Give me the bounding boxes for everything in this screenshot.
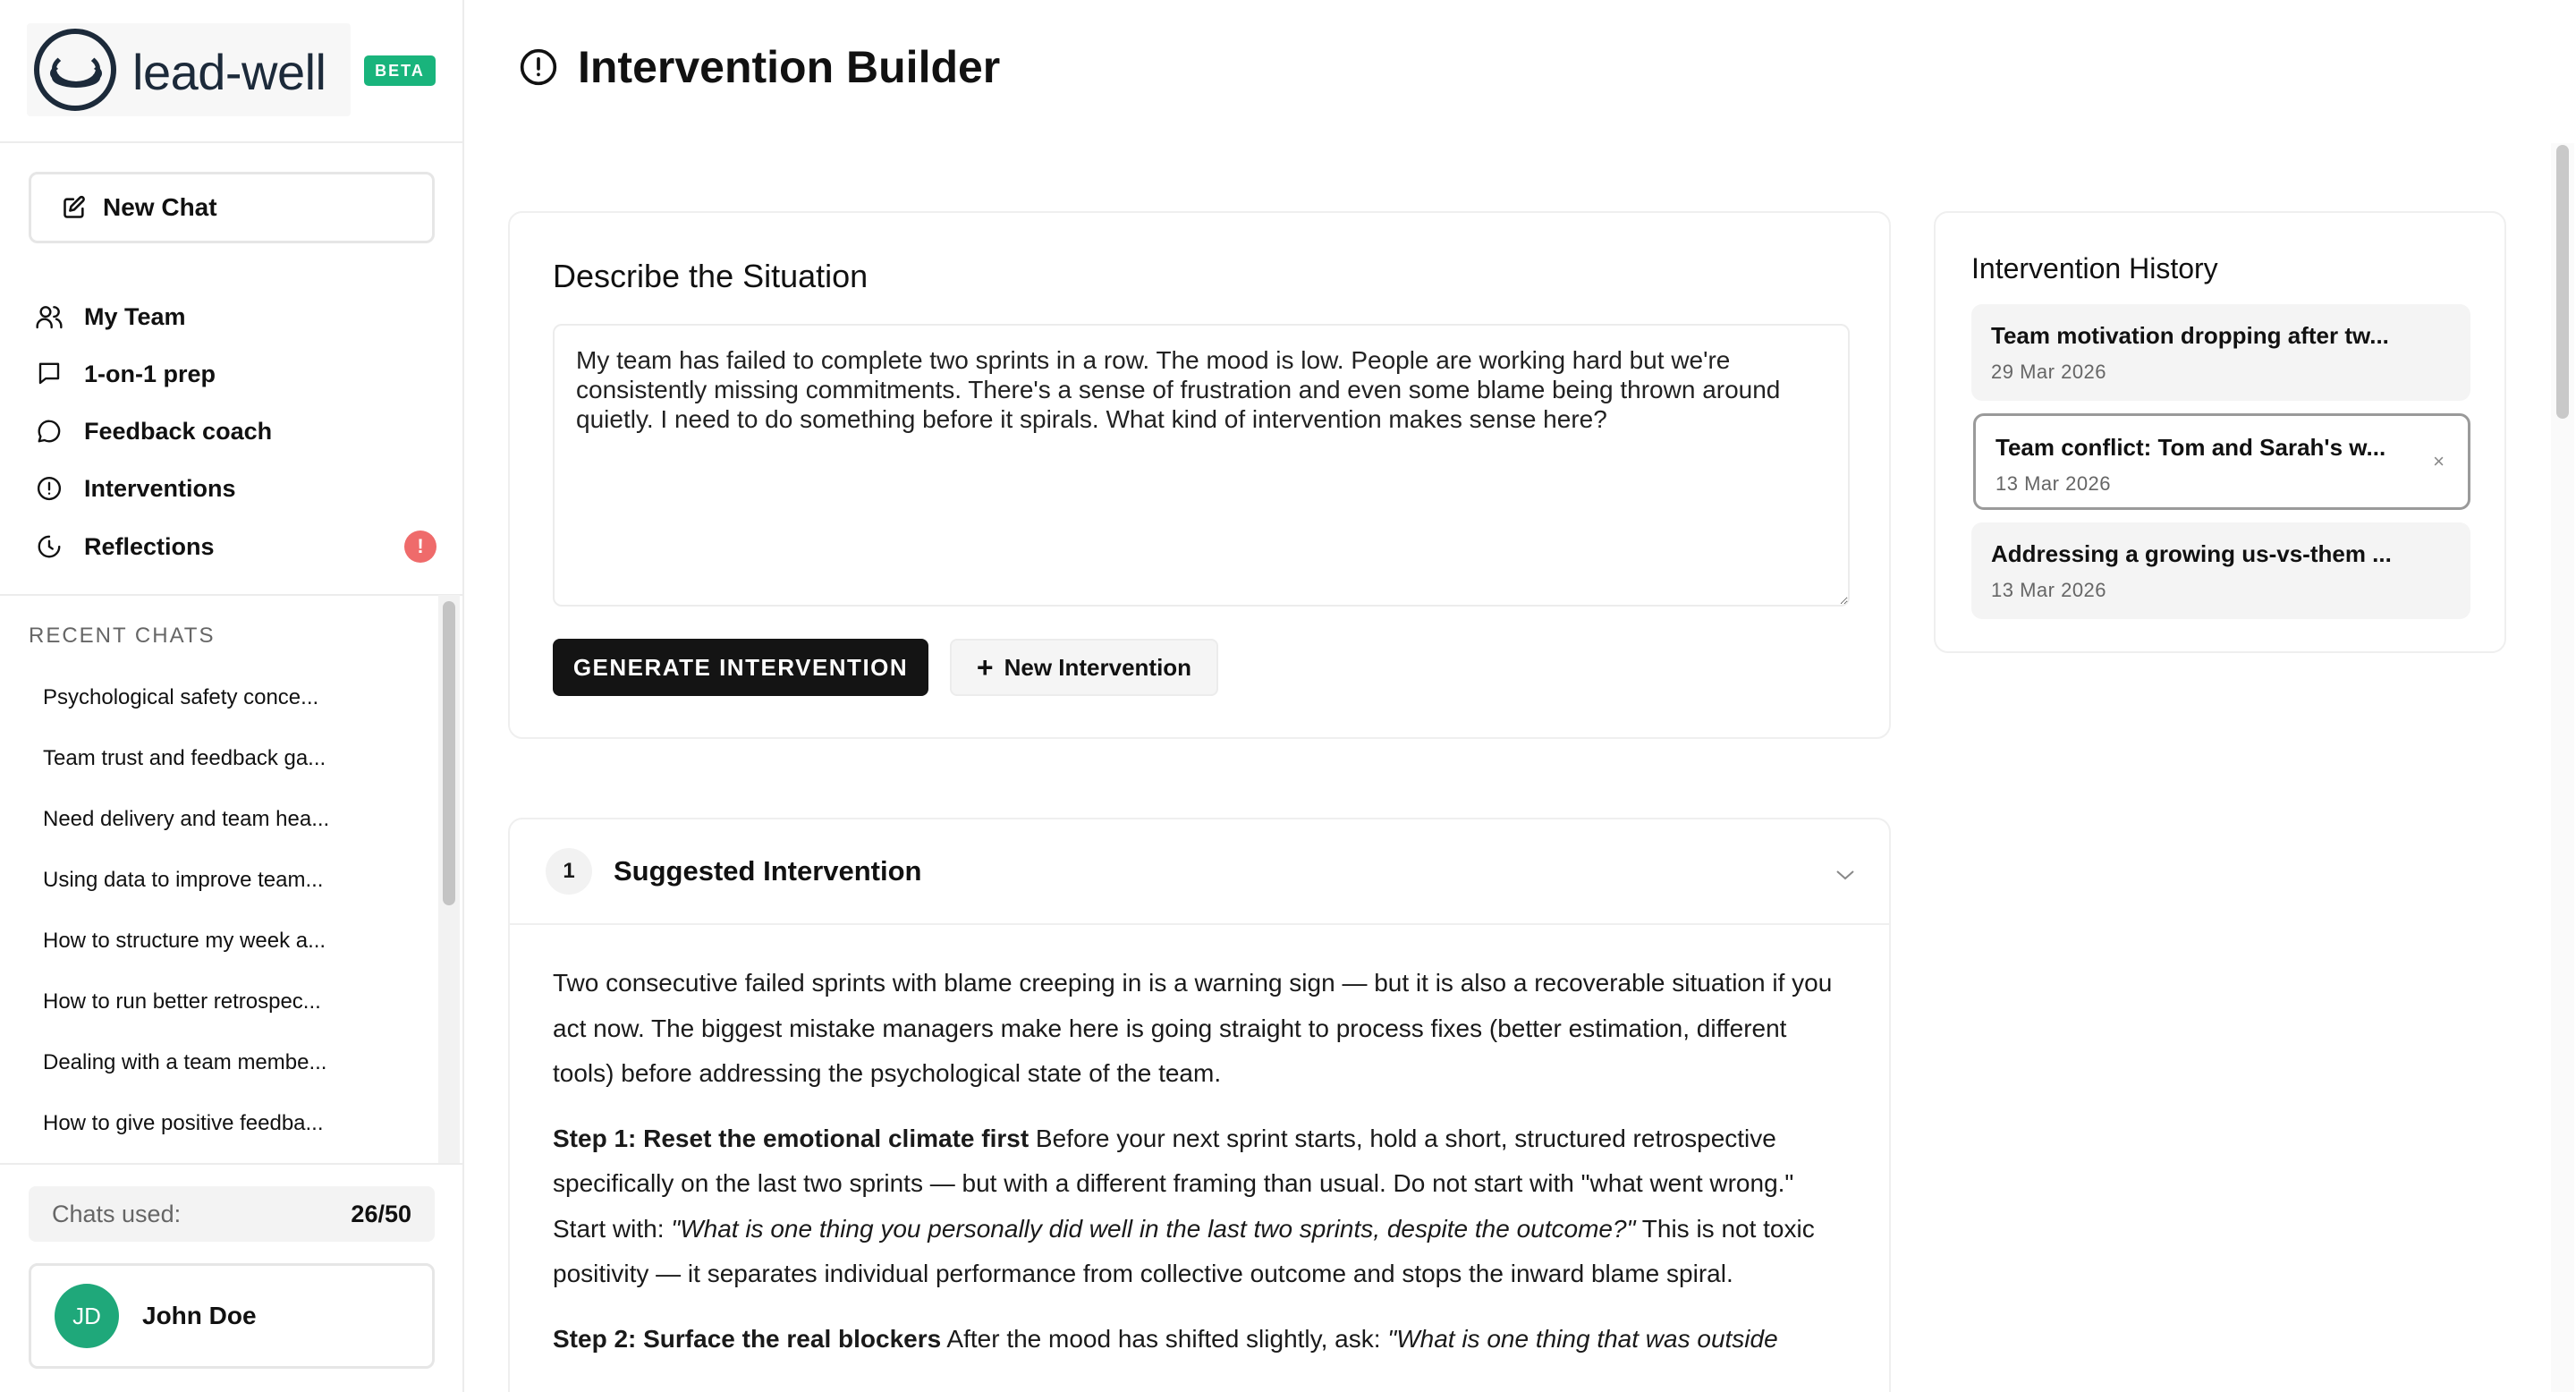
- recent-chats-heading: RECENT CHATS: [29, 624, 216, 648]
- describe-situation-card: [508, 211, 1891, 739]
- step-1-paragraph: [553, 1116, 1852, 1297]
- usage-label: Chats used:: [52, 1200, 182, 1227]
- nav-item-feedback-coach[interactable]: [34, 409, 436, 454]
- situation-textarea[interactable]: [553, 324, 1850, 607]
- user-profile-card[interactable]: [29, 1263, 435, 1369]
- recent-chat-item[interactable]: How to run better retrospec...: [43, 989, 321, 1014]
- suggested-intervention-header[interactable]: [510, 819, 1889, 925]
- step-1-title: Step 1: Reset the emotional climate first: [553, 1124, 1030, 1152]
- logo-text: lead-well: [132, 44, 326, 100]
- main-scroll-thumb[interactable]: [2556, 145, 2569, 419]
- close-icon[interactable]: ×: [2433, 450, 2445, 472]
- nav-label: Reflections: [84, 532, 215, 560]
- recent-chat-item[interactable]: How to give positive feedba...: [43, 1111, 324, 1135]
- history-item[interactable]: [1971, 304, 2470, 401]
- step-1-quote: "What is one thing you personally did well in the last two sprints, despite the outcome?": [671, 1214, 1636, 1243]
- new-intervention-button[interactable]: [950, 639, 1218, 696]
- history-item-date: 29 Mar 2026: [1991, 361, 2107, 383]
- chat-bubble-icon: [34, 416, 64, 446]
- nav-item-interventions[interactable]: [34, 466, 436, 511]
- divider: [0, 594, 464, 596]
- history-item-title: Team motivation dropping after tw...: [1991, 322, 2389, 349]
- history-item-selected[interactable]: [1973, 413, 2470, 510]
- new-intervention-label: New Intervention: [1004, 653, 1192, 681]
- user-name: John Doe: [142, 1302, 257, 1329]
- alert-circle-icon: [34, 473, 64, 504]
- avatar: JD: [55, 1284, 119, 1348]
- nav-item-1-on-1-prep[interactable]: [34, 352, 436, 396]
- intro-paragraph: Two consecutive failed sprints with blame creeping in is a warning sign — but it is also a recoverable situation if you act now. The biggest mistake managers make here is going straight to process fixes (better estimation, different tools) before addressing the psychological state of the team.: [553, 969, 1833, 1087]
- history-item-title: Addressing a growing us-vs-them ...: [1991, 540, 2392, 567]
- edit-icon: [62, 195, 87, 220]
- chat-usage: [29, 1186, 435, 1242]
- intervention-number: 1: [546, 848, 592, 895]
- step-2-title: Step 2: Surface the real blockers: [553, 1324, 942, 1353]
- alert-circle-icon: [519, 47, 558, 87]
- recent-chat-item[interactable]: Psychological safety conce...: [43, 685, 319, 709]
- nav-item-reflections[interactable]: [34, 524, 436, 569]
- moon-clock-icon: [34, 531, 64, 562]
- nav-label: My Team: [84, 302, 186, 330]
- chevron-down-icon[interactable]: [1835, 864, 1855, 887]
- step-1-text-continued: This is not toxic positivity — it separates individual performance from collective outcome and stops the inward blame spiral.: [553, 1214, 1815, 1287]
- beta-badge: BETA: [364, 55, 436, 86]
- recent-chats-scroll-thumb[interactable]: [443, 601, 455, 905]
- generate-intervention-button[interactable]: GENERATE INTERVENTION: [553, 639, 928, 696]
- history-item[interactable]: [1971, 522, 2470, 619]
- recent-chat-item[interactable]: Using data to improve team...: [43, 868, 324, 892]
- divider: [0, 1163, 464, 1165]
- page-title: Intervention Builder: [578, 42, 1001, 92]
- plus-icon: +: [976, 650, 994, 683]
- logo[interactable]: [27, 23, 351, 116]
- step-1-text: Before your next sprint starts, hold a short, structured retrospective specifically on the last two sprints — but with a different framing than usual. Do not start with "what went wrong." Start with:: [553, 1124, 1794, 1243]
- new-chat-button[interactable]: [29, 172, 435, 243]
- history-item-date: 13 Mar 2026: [1991, 579, 2107, 601]
- nav-label: Feedback coach: [84, 417, 273, 445]
- page-header: [519, 41, 1000, 93]
- nav-label: Interventions: [84, 474, 236, 502]
- section-heading: Describe the Situation: [553, 258, 869, 294]
- history-item-title: Team conflict: Tom and Sarah's w...: [1996, 434, 2386, 461]
- step-2-text: After the mood has shifted slightly, ask:: [941, 1324, 1388, 1353]
- intervention-history-card: [1934, 211, 2506, 653]
- recent-chat-item[interactable]: Dealing with a team membe...: [43, 1050, 327, 1074]
- step-2-paragraph: [553, 1317, 1852, 1362]
- intervention-content: [553, 961, 1852, 1381]
- recent-chat-item[interactable]: Need delivery and team hea...: [43, 807, 330, 831]
- history-item-date: 13 Mar 2026: [1996, 472, 2112, 495]
- suggested-intervention-title: Suggested Intervention: [614, 855, 922, 887]
- nav-item-my-team[interactable]: [34, 294, 436, 339]
- history-heading: Intervention History: [1971, 252, 2218, 284]
- suggested-intervention-card: [508, 818, 1891, 1392]
- sidebar: [0, 0, 464, 1392]
- divider: [0, 141, 464, 143]
- recent-chat-item[interactable]: How to structure my week a...: [43, 929, 326, 953]
- reflections-alert-badge: !: [404, 530, 436, 563]
- users-icon: [34, 301, 64, 332]
- recent-chat-item[interactable]: Team trust and feedback ga...: [43, 746, 326, 770]
- chat-square-icon: [34, 359, 64, 389]
- usage-value: 26/50: [351, 1200, 411, 1227]
- new-chat-label: New Chat: [103, 193, 217, 221]
- step-2-quote: "What is one thing that was outside: [1387, 1324, 1778, 1353]
- lead-well-logo-icon: [34, 29, 116, 111]
- nav-label: 1-on-1 prep: [84, 360, 216, 387]
